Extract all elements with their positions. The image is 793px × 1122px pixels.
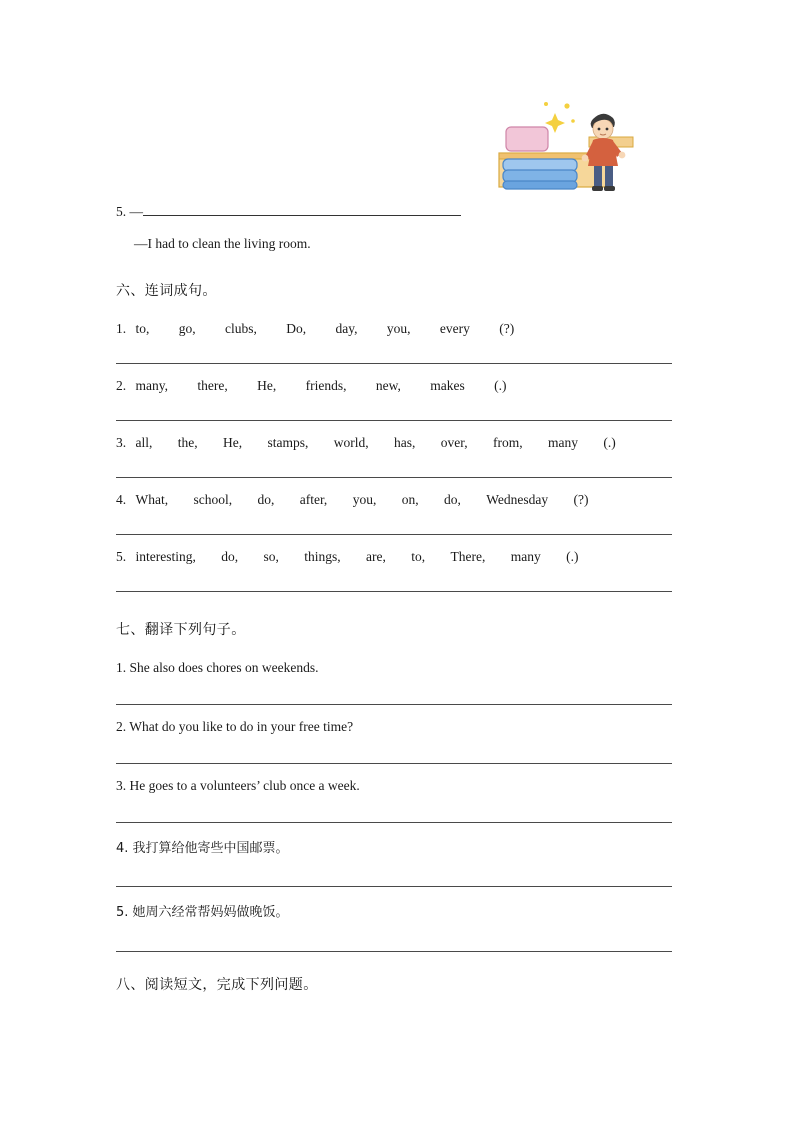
section-six-title: 六、连词成句。 xyxy=(116,282,217,299)
section-six-item-2 xyxy=(116,378,676,421)
section-six-item-5-words: 5. interesting, do, so, things, are, to, There, many (.) xyxy=(116,548,579,564)
section-six-item-3 xyxy=(116,435,676,478)
section-six-item-4 xyxy=(116,492,676,535)
section-seven-answer-line-4[interactable] xyxy=(116,886,672,887)
question-5-carryover xyxy=(116,202,676,255)
section-six-item-1-words: 1. to, go, clubs, Do, day, you, every (?) xyxy=(116,320,515,336)
section-seven-item-5 xyxy=(116,901,676,952)
section-six-item-3-words: 3. all, the, He, stamps, world, has, over, from, many (.) xyxy=(116,434,616,450)
section-six-item-4-words: 4. What, school, do, after, you, on, do, Wednesday (?) xyxy=(116,491,589,507)
section-six-answer-line-3[interactable] xyxy=(116,477,672,478)
section-seven-answer-line-2[interactable] xyxy=(116,763,672,764)
section-six-answer-line-5[interactable] xyxy=(116,591,672,592)
section-eight-title: 八、阅读短文，完成下列问题。 xyxy=(116,976,318,993)
question-5-number: 5. — xyxy=(116,204,143,219)
worksheet-content xyxy=(116,60,676,994)
section-seven-item-1 xyxy=(116,660,676,705)
section-seven-item-1-text: 1. She also does chores on weekends. xyxy=(116,659,319,675)
section-seven-item-3 xyxy=(116,778,676,823)
section-seven-item-4-text: 4. 我打算给他寄些中国邮票。 xyxy=(116,840,289,856)
question-5-blank[interactable] xyxy=(143,202,461,216)
section-six-answer-line-2[interactable] xyxy=(116,420,672,421)
section-seven-item-5-text: 5. 她周六经常帮妈妈做晚饭。 xyxy=(116,904,289,920)
section-seven-answer-line-5[interactable] xyxy=(116,951,672,952)
section-six xyxy=(116,280,676,592)
section-six-answer-line-4[interactable] xyxy=(116,534,672,535)
section-six-answer-line-1[interactable] xyxy=(116,363,672,364)
section-six-item-1 xyxy=(116,321,676,364)
section-seven-answer-line-3[interactable] xyxy=(116,822,672,823)
question-5-prompt xyxy=(116,202,676,222)
question-5-answer: —I had to clean the living room. xyxy=(134,236,311,252)
section-seven-title: 七、翻译下列句子。 xyxy=(116,621,246,638)
section-eight xyxy=(116,974,676,994)
section-six-item-2-words: 2. many, there, He, friends, new, makes (.) xyxy=(116,377,507,393)
section-seven-item-2-text: 2. What do you like to do in your free time? xyxy=(116,718,354,734)
section-seven-item-3-text: 3. He goes to a volunteers’ club once a week. xyxy=(116,777,360,793)
section-seven-item-4 xyxy=(116,837,676,887)
section-seven-answer-line-1[interactable] xyxy=(116,704,672,705)
section-six-item-5 xyxy=(116,549,676,592)
section-seven xyxy=(116,619,676,952)
section-seven-item-2 xyxy=(116,719,676,764)
